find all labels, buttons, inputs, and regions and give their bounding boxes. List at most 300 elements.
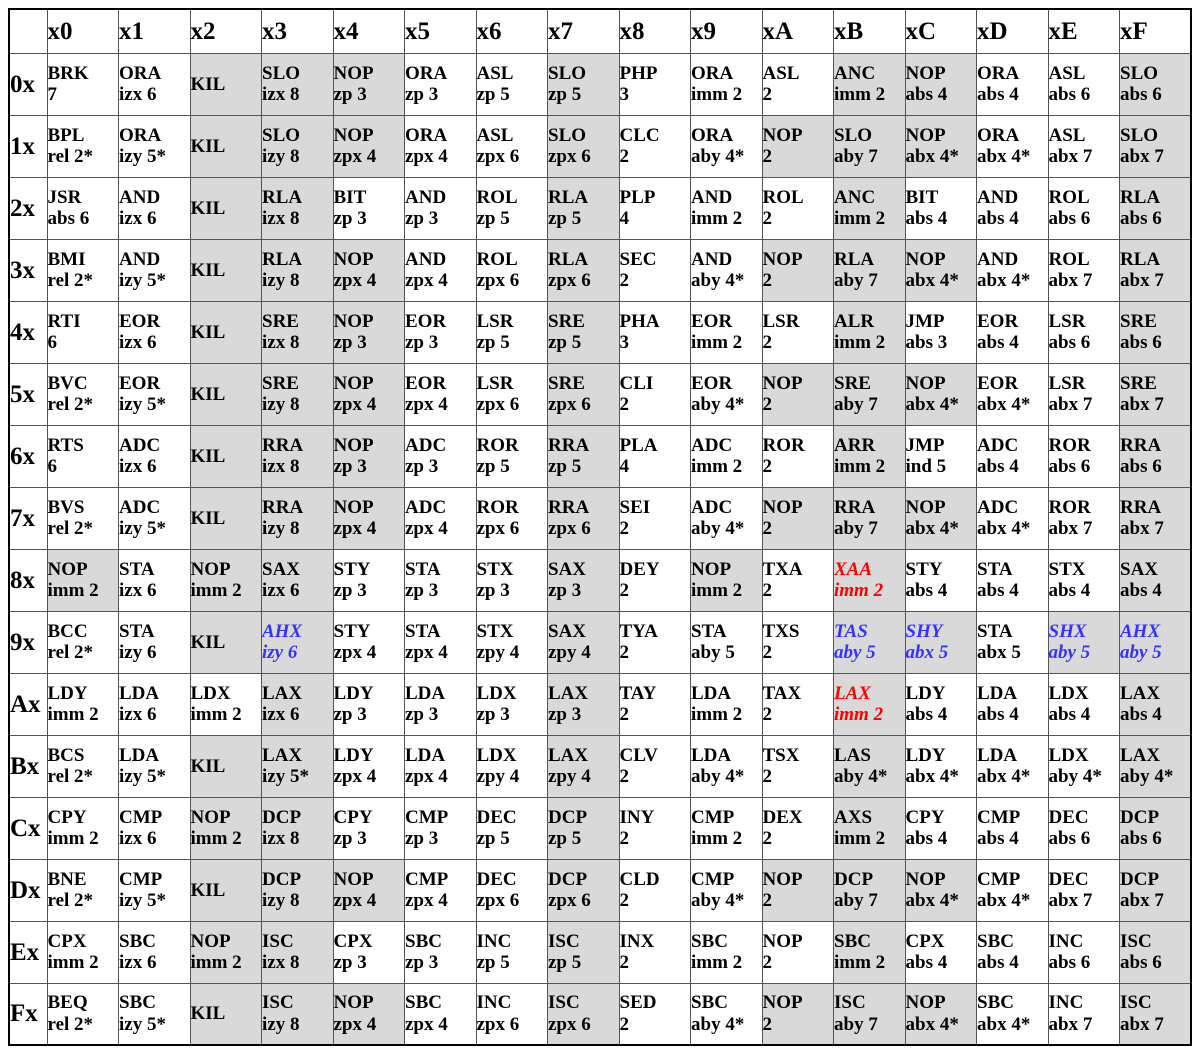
opcode-operand: izy 8 xyxy=(262,518,300,539)
opcode-mnemonic: PLP xyxy=(619,186,656,208)
opcode-cell xyxy=(619,921,691,983)
table-row xyxy=(9,115,1191,177)
opcode-mnemonic: ADC xyxy=(119,496,161,518)
opcode-cell xyxy=(190,487,262,549)
opcode-mnemonic: STA xyxy=(977,558,1013,580)
opcode-operand: rel 2* xyxy=(47,890,94,911)
opcode-mnemonic: DEC xyxy=(476,806,517,828)
opcode-cell xyxy=(190,363,262,425)
table-row xyxy=(9,425,1191,487)
opcode-mnemonic: LDA xyxy=(119,682,160,704)
opcode-mnemonic: SRE xyxy=(548,310,585,332)
opcode-operand: izx 6 xyxy=(119,704,157,725)
opcode-operand: abs 4 xyxy=(905,208,948,229)
opcode-mnemonic: ANC xyxy=(834,186,876,208)
opcode-operand: izx 6 xyxy=(119,456,157,477)
opcode-operand: zpx 4 xyxy=(333,518,377,539)
table-header-row xyxy=(9,9,1191,53)
opcode-mnemonic: SAX xyxy=(548,558,587,580)
opcode-cell xyxy=(834,983,906,1045)
opcode-cell xyxy=(476,301,548,363)
opcode-operand: zpx 4 xyxy=(405,146,448,167)
opcode-mnemonic: STA xyxy=(119,620,155,642)
opcode-cell xyxy=(405,363,477,425)
row-header-0x: 0x xyxy=(9,53,47,115)
opcode-mnemonic: STX xyxy=(476,558,514,580)
opcode-operand: izy 5* xyxy=(119,890,166,911)
opcode-cell xyxy=(476,425,548,487)
opcode-mnemonic: CLI xyxy=(619,372,654,394)
opcode-cell xyxy=(834,735,906,797)
opcode-cell xyxy=(691,921,763,983)
table-row xyxy=(9,611,1191,673)
opcode-cell xyxy=(476,53,548,115)
opcode-operand: zp 3 xyxy=(333,952,367,973)
opcode-cell xyxy=(1120,177,1192,239)
opcode-mnemonic: BVS xyxy=(47,496,85,518)
opcode-mnemonic: TSX xyxy=(762,744,800,766)
opcode-cell xyxy=(119,487,191,549)
opcode-cell xyxy=(262,115,334,177)
opcode-mnemonic: RLA xyxy=(262,186,303,208)
opcode-mnemonic: KIL xyxy=(190,507,226,529)
opcode-operand: zpx 4 xyxy=(405,766,448,787)
opcode-mnemonic: CPX xyxy=(333,930,373,952)
opcode-mnemonic: SLO xyxy=(548,124,587,146)
opcode-operand: zp 5 xyxy=(548,332,582,353)
opcode-operand: izy 6 xyxy=(262,642,298,663)
opcode-operand: abx 7 xyxy=(1120,394,1164,415)
opcode-cell xyxy=(405,859,477,921)
row-header-4x: 4x xyxy=(9,301,47,363)
opcode-operand: 2 xyxy=(619,704,629,725)
opcode-mnemonic: DEC xyxy=(1048,806,1089,828)
opcode-cell xyxy=(691,177,763,239)
opcode-cell xyxy=(190,239,262,301)
opcode-cell xyxy=(691,611,763,673)
opcode-cell xyxy=(619,301,691,363)
opcode-mnemonic: STY xyxy=(333,558,371,580)
opcode-operand: imm 2 xyxy=(834,332,886,353)
opcode-mnemonic: STA xyxy=(405,620,441,642)
row-header-Ex: Ex xyxy=(9,921,47,983)
opcode-operand: zp 5 xyxy=(548,208,582,229)
table-row xyxy=(9,549,1191,611)
opcode-mnemonic: NOP xyxy=(762,496,803,518)
opcode-cell xyxy=(1048,177,1120,239)
opcode-operand: zpx 6 xyxy=(548,1013,591,1035)
column-header-x8: x8 xyxy=(619,9,691,53)
opcode-operand: abs 6 xyxy=(1120,84,1162,105)
opcode-operand: aby 4* xyxy=(1048,766,1102,787)
opcode-operand: abs 4 xyxy=(977,828,1019,849)
opcode-cell xyxy=(190,921,262,983)
opcode-mnemonic: AND xyxy=(119,186,161,208)
opcode-cell xyxy=(333,363,405,425)
opcode-operand: zpy 4 xyxy=(548,766,591,787)
column-header-x0: x0 xyxy=(47,9,119,53)
opcode-cell xyxy=(619,797,691,859)
opcode-cell xyxy=(476,611,548,673)
opcode-cell xyxy=(190,549,262,611)
opcode-operand: abs 4 xyxy=(905,84,948,105)
opcode-mnemonic: EOR xyxy=(405,310,447,332)
opcode-cell xyxy=(762,239,834,301)
opcode-mnemonic: ADC xyxy=(977,434,1019,456)
opcode-mnemonic: BIT xyxy=(905,186,939,208)
opcode-cell xyxy=(691,53,763,115)
opcode-cell xyxy=(619,115,691,177)
opcode-operand: abx 4* xyxy=(977,766,1031,787)
table-row xyxy=(9,983,1191,1045)
opcode-mnemonic: AND xyxy=(405,248,447,270)
opcode-operand: abs 4 xyxy=(1120,704,1162,725)
opcode-operand: zpx 4 xyxy=(405,518,448,539)
opcode-operand: abs 6 xyxy=(1048,84,1091,105)
opcode-cell xyxy=(1120,797,1192,859)
opcode-operand: imm 2 xyxy=(190,580,242,601)
opcode-cell xyxy=(977,425,1049,487)
opcode-operand: izx 6 xyxy=(119,952,157,973)
opcode-operand: abs 6 xyxy=(1120,332,1162,353)
opcode-mnemonic: ASL xyxy=(476,62,514,84)
opcode-cell xyxy=(762,859,834,921)
opcode-cell xyxy=(47,115,119,177)
opcode-operand: imm 2 xyxy=(691,208,743,229)
opcode-cell xyxy=(548,983,620,1045)
opcode-mnemonic: LSR xyxy=(476,372,514,394)
opcode-operand: abx 4* xyxy=(977,270,1031,291)
opcode-operand: imm 2 xyxy=(47,828,99,849)
opcode-mnemonic: LDY xyxy=(905,682,946,704)
opcode-operand: 2 xyxy=(762,828,772,849)
opcode-mnemonic: KIL xyxy=(190,879,226,901)
opcode-operand: abx 4* xyxy=(977,1013,1031,1035)
opcode-cell xyxy=(762,425,834,487)
opcode-mnemonic: ORA xyxy=(691,62,734,84)
opcode-cell xyxy=(619,177,691,239)
opcode-cell xyxy=(834,673,906,735)
opcode-mnemonic: RRA xyxy=(1120,434,1162,456)
opcode-operand: zpx 4 xyxy=(333,642,377,663)
opcode-mnemonic: LDY xyxy=(333,682,374,704)
opcode-operand: abx 4* xyxy=(905,890,959,911)
opcode-operand: abs 4 xyxy=(977,580,1019,601)
opcode-cell xyxy=(119,53,191,115)
opcode-mnemonic: ROR xyxy=(476,496,519,518)
opcode-operand: izx 6 xyxy=(119,828,157,849)
opcode-mnemonic: DEX xyxy=(762,806,803,828)
opcode-operand: izx 6 xyxy=(119,332,157,353)
opcode-operand: abx 7 xyxy=(1048,890,1093,911)
opcode-operand: abx 4* xyxy=(905,146,959,167)
opcode-cell xyxy=(1120,487,1192,549)
opcode-cell xyxy=(548,921,620,983)
opcode-mnemonic: CPX xyxy=(905,930,945,952)
opcode-cell xyxy=(619,239,691,301)
opcode-operand: zpx 6 xyxy=(476,890,520,911)
opcode-mnemonic: LSR xyxy=(762,310,800,332)
opcode-cell xyxy=(476,859,548,921)
opcode-operand: izy 5* xyxy=(119,146,166,167)
opcode-mnemonic: LDY xyxy=(333,744,374,766)
opcode-cell xyxy=(834,487,906,549)
column-header-xD: xD xyxy=(977,9,1049,53)
opcode-mnemonic: INC xyxy=(476,930,512,952)
opcode-mnemonic: XAA xyxy=(834,558,873,580)
opcode-operand: imm 2 xyxy=(834,208,886,229)
opcode-cell xyxy=(548,363,620,425)
opcode-operand: aby 7 xyxy=(834,146,878,167)
opcode-cell xyxy=(1120,735,1192,797)
opcode-mnemonic: ROL xyxy=(476,186,518,208)
opcode-mnemonic: JSR xyxy=(47,186,82,208)
opcode-cell xyxy=(119,549,191,611)
opcode-operand: 2 xyxy=(619,1013,629,1035)
opcode-operand: aby 4* xyxy=(691,766,745,787)
opcode-cell xyxy=(333,611,405,673)
opcode-mnemonic: EOR xyxy=(691,372,733,394)
opcode-mnemonic: STA xyxy=(691,620,727,642)
opcode-operand: zp 3 xyxy=(476,704,510,725)
opcode-mnemonic: CPY xyxy=(333,806,373,828)
opcode-cell xyxy=(691,797,763,859)
opcode-cell xyxy=(691,363,763,425)
opcode-mnemonic: ORA xyxy=(977,62,1020,84)
opcode-cell xyxy=(691,487,763,549)
opcode-cell xyxy=(1120,239,1192,301)
opcode-mnemonic: LAX xyxy=(262,744,303,766)
table-row xyxy=(9,673,1191,735)
opcode-mnemonic: DCP xyxy=(834,868,874,890)
opcode-operand: 2 xyxy=(762,890,772,911)
opcode-cell xyxy=(190,115,262,177)
opcode-cell xyxy=(190,425,262,487)
opcode-mnemonic: NOP xyxy=(905,868,946,890)
opcode-cell xyxy=(47,673,119,735)
opcode-cell xyxy=(834,797,906,859)
opcode-cell xyxy=(1120,673,1192,735)
opcode-mnemonic: DCP xyxy=(548,806,588,828)
opcode-operand: zpx 4 xyxy=(405,642,448,663)
opcode-operand: zp 3 xyxy=(405,580,439,601)
opcode-operand: zpx 4 xyxy=(333,766,377,787)
opcode-operand: imm 2 xyxy=(190,828,242,849)
opcode-cell xyxy=(762,301,834,363)
opcode-mnemonic: ADC xyxy=(119,434,161,456)
opcode-mnemonic: CMP xyxy=(119,806,163,828)
opcode-mnemonic: NOP xyxy=(905,372,946,394)
opcode-mnemonic: RRA xyxy=(834,496,876,518)
opcode-operand: zp 5 xyxy=(548,84,582,105)
opcode-mnemonic: BCS xyxy=(47,744,85,766)
opcode-cell xyxy=(977,53,1049,115)
opcode-operand: abs 4 xyxy=(1120,580,1162,601)
opcode-operand: rel 2* xyxy=(47,394,94,415)
opcode-cell xyxy=(905,797,977,859)
opcode-operand: abs 6 xyxy=(1048,828,1091,849)
opcode-cell xyxy=(47,177,119,239)
opcode-operand: imm 2 xyxy=(47,952,99,973)
opcode-cell xyxy=(548,797,620,859)
opcode-mnemonic: SBC xyxy=(834,930,871,952)
opcode-mnemonic: LAX xyxy=(1120,744,1161,766)
opcode-mnemonic: LAX xyxy=(548,682,589,704)
opcode-mnemonic: KIL xyxy=(190,321,226,343)
opcode-operand: abs 4 xyxy=(977,704,1019,725)
opcode-mnemonic: DCP xyxy=(548,868,588,890)
opcode-operand: zpx 4 xyxy=(333,1013,377,1035)
opcode-mnemonic: ORA xyxy=(977,124,1020,146)
opcode-operand: zpx 6 xyxy=(548,146,591,167)
opcode-operand: abs 6 xyxy=(47,208,90,229)
opcode-operand: rel 2* xyxy=(47,1013,94,1035)
opcode-cell xyxy=(1120,425,1192,487)
opcode-cell xyxy=(548,859,620,921)
opcode-mnemonic: ISC xyxy=(1120,930,1152,952)
opcode-mnemonic: SRE xyxy=(262,310,299,332)
opcode-operand: aby 7 xyxy=(834,394,878,415)
opcode-mnemonic: BVC xyxy=(47,372,88,394)
opcode-mnemonic: LAX xyxy=(262,682,303,704)
opcode-cell xyxy=(619,611,691,673)
opcode-cell xyxy=(762,549,834,611)
opcode-mnemonic: ORA xyxy=(119,62,162,84)
opcode-mnemonic: ASL xyxy=(1048,62,1086,84)
column-header-x4: x4 xyxy=(333,9,405,53)
opcode-mnemonic: ROL xyxy=(1048,248,1090,270)
opcode-cell xyxy=(333,859,405,921)
opcode-cell xyxy=(905,921,977,983)
opcode-mnemonic: LDA xyxy=(119,744,160,766)
opcode-mnemonic: CPY xyxy=(47,806,87,828)
opcode-operand: abx 7 xyxy=(1048,146,1093,167)
opcode-operand: 2 xyxy=(762,1013,772,1035)
opcode-mnemonic: SBC xyxy=(977,930,1014,952)
opcode-mnemonic: ISC xyxy=(262,992,294,1014)
opcode-mnemonic: NOP xyxy=(333,992,374,1014)
opcode-operand: abs 6 xyxy=(1120,456,1162,477)
opcode-mnemonic: ISC xyxy=(262,930,294,952)
opcode-operand: abs 4 xyxy=(905,828,948,849)
opcode-mnemonic: ROR xyxy=(476,434,519,456)
opcode-cell xyxy=(476,115,548,177)
opcode-mnemonic: SAX xyxy=(1120,558,1159,580)
opcode-cell xyxy=(333,673,405,735)
opcode-cell xyxy=(476,673,548,735)
column-header-x1: x1 xyxy=(119,9,191,53)
opcode-cell xyxy=(905,983,977,1045)
opcode-cell xyxy=(333,487,405,549)
column-header-x3: x3 xyxy=(262,9,334,53)
opcode-mnemonic: KIL xyxy=(190,631,226,653)
table-row xyxy=(9,921,1191,983)
opcode-operand: izx 6 xyxy=(262,580,300,601)
opcode-cell xyxy=(619,363,691,425)
opcode-cell xyxy=(762,921,834,983)
opcode-operand: zpy 4 xyxy=(476,642,520,663)
opcode-mnemonic: ASL xyxy=(762,62,800,84)
opcode-cell xyxy=(691,983,763,1045)
opcode-operand: 4 xyxy=(619,208,629,229)
opcode-mnemonic: RLA xyxy=(834,248,875,270)
opcode-cell xyxy=(1120,549,1192,611)
opcode-cell xyxy=(190,53,262,115)
opcode-mnemonic: AHX xyxy=(262,620,303,642)
opcode-mnemonic: AND xyxy=(691,248,733,270)
opcode-mnemonic: ORA xyxy=(119,124,162,146)
opcode-mnemonic: NOP xyxy=(333,868,374,890)
opcode-cell xyxy=(47,301,119,363)
opcode-cell xyxy=(190,797,262,859)
opcode-mnemonic: INY xyxy=(619,806,655,828)
opcode-cell xyxy=(119,921,191,983)
opcode-mnemonic: SLO xyxy=(262,124,301,146)
column-header-xE: xE xyxy=(1048,9,1120,53)
opcode-operand: zp 3 xyxy=(405,456,439,477)
opcode-cell xyxy=(262,611,334,673)
opcode-operand: abs 4 xyxy=(977,84,1019,105)
opcode-operand: zp 3 xyxy=(405,332,439,353)
opcode-mnemonic: LSR xyxy=(1048,310,1086,332)
table-row xyxy=(9,487,1191,549)
opcode-mnemonic: BMI xyxy=(47,248,86,270)
opcode-mnemonic: NOP xyxy=(905,248,946,270)
opcode-mnemonic: NOP xyxy=(333,124,374,146)
opcode-operand: abx 5 xyxy=(977,642,1021,663)
opcode-mnemonic: NOP xyxy=(333,496,374,518)
column-header-xF: xF xyxy=(1120,9,1192,53)
opcode-cell xyxy=(905,549,977,611)
opcode-operand: aby 4* xyxy=(1120,766,1174,787)
opcode-mnemonic: ADC xyxy=(691,496,733,518)
opcode-cell xyxy=(476,921,548,983)
opcode-cell xyxy=(47,921,119,983)
opcode-mnemonic: NOP xyxy=(691,558,732,580)
row-header-5x: 5x xyxy=(9,363,47,425)
opcode-mnemonic: INC xyxy=(1048,930,1084,952)
opcode-operand: imm 2 xyxy=(47,704,99,725)
opcode-mnemonic: TAY xyxy=(619,682,657,704)
opcode-cell xyxy=(691,239,763,301)
opcode-cell xyxy=(548,177,620,239)
opcode-mnemonic: EOR xyxy=(119,310,161,332)
opcode-operand: 2 xyxy=(619,890,629,911)
opcode-mnemonic: STA xyxy=(977,620,1013,642)
opcode-cell xyxy=(762,363,834,425)
opcode-mnemonic: DCP xyxy=(1120,868,1160,890)
opcode-mnemonic: KIL xyxy=(190,135,226,157)
opcode-cell xyxy=(977,177,1049,239)
opcode-cell xyxy=(905,859,977,921)
opcode-cell xyxy=(1048,797,1120,859)
opcode-cell xyxy=(834,549,906,611)
opcode-mnemonic: NOP xyxy=(333,434,374,456)
opcode-mnemonic: NOP xyxy=(762,868,803,890)
opcode-cell xyxy=(1048,673,1120,735)
opcode-operand: 2 xyxy=(619,146,629,167)
row-header-9x: 9x xyxy=(9,611,47,673)
opcode-mnemonic: LAX xyxy=(1120,682,1161,704)
opcode-mnemonic: DEC xyxy=(1048,868,1089,890)
opcode-mnemonic: NOP xyxy=(905,496,946,518)
opcode-cell xyxy=(333,921,405,983)
opcode-operand: aby 7 xyxy=(834,1013,878,1035)
opcode-operand: abs 6 xyxy=(1048,208,1091,229)
opcode-operand: zp 3 xyxy=(405,704,439,725)
opcode-mnemonic: INC xyxy=(1048,992,1084,1014)
opcode-mnemonic: RLA xyxy=(1120,186,1161,208)
